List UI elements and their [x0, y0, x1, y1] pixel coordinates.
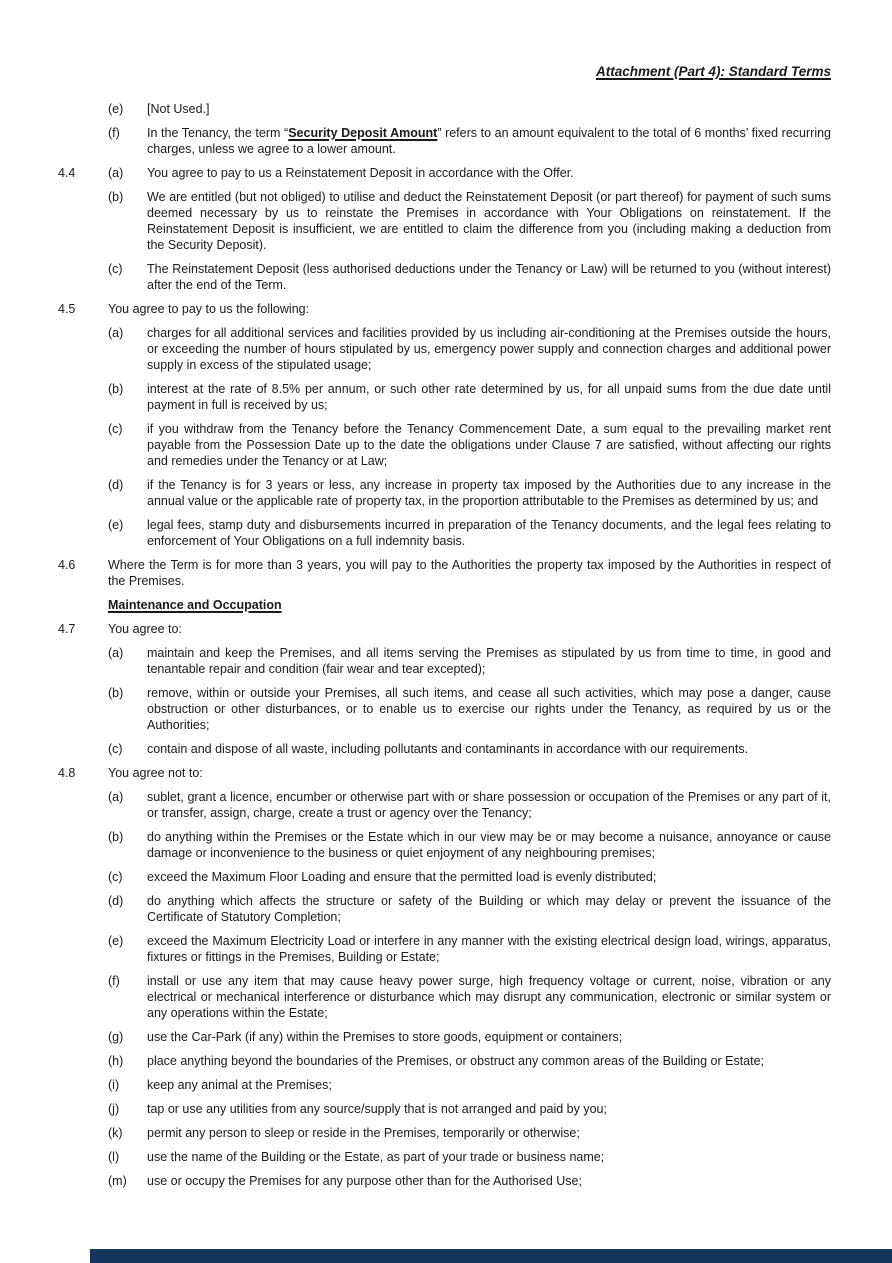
document-header [58, 64, 831, 80]
clause-letter: (f) [108, 974, 120, 988]
clause-row [58, 1077, 831, 1093]
text-segment: do anything within the Premises or the Estate which in our view may be or may become a nuisance, annoyance or cause damage or inconvenience to the business or quiet enjoyment of any neighbouring premises; [147, 830, 831, 860]
clause-row [58, 101, 831, 117]
clause-text [108, 557, 831, 589]
clause-letter: (b) [108, 190, 124, 204]
clause-row [58, 1053, 831, 1069]
clause-letter: (h) [108, 1054, 124, 1068]
clause-text [147, 125, 831, 157]
clause-row [58, 261, 831, 293]
clause-letter: (k) [108, 1126, 123, 1140]
clause-number: 4.6 [58, 558, 76, 572]
text-segment: tap or use any utilities from any source/supply that is not arranged and paid by you; [147, 1102, 607, 1116]
text-segment: You agree to pay to us a Reinstatement Deposit in accordance with the Offer. [147, 166, 574, 180]
text-segment: use the Car-Park (if any) within the Premises to store goods, equipment or containers; [147, 1030, 623, 1044]
clause-text [147, 381, 831, 413]
clause-row [58, 973, 831, 1021]
clause-letter: (d) [108, 478, 124, 492]
clause-row [58, 1173, 831, 1189]
clause-letter: (i) [108, 1078, 120, 1092]
clause-row [58, 1029, 831, 1045]
clause-number: 4.8 [58, 766, 76, 780]
text-segment: keep any animal at the Premises; [147, 1078, 332, 1092]
clause-text [147, 1173, 831, 1189]
clause-letter: (b) [108, 382, 124, 396]
clause-text [147, 789, 831, 821]
text-segment: charges for all additional services and facilities provided by us including air-conditioning at the Premises outside the hours, or exceeding the number of hours stipulated by us, emergency power supply and connection charges and additional power supply in excess of the stipulated usage; [147, 326, 831, 372]
clause-row [58, 1101, 831, 1117]
clause-text [147, 1053, 831, 1069]
text-segment: do anything which affects the structure or safety of the Building or which may delay or prevent the issuance of the Certificate of Statutory Completion; [147, 894, 831, 924]
clause-letter: (a) [108, 326, 124, 340]
clause-letter: (d) [108, 894, 124, 908]
clause-text [147, 893, 831, 925]
clause-number: 4.7 [58, 622, 76, 636]
clause-text [147, 325, 831, 373]
clause-row [58, 829, 831, 861]
clause-row [58, 477, 831, 509]
text-segment: install or use any item that may cause heavy power surge, high frequency voltage or current, noise, vibration or any electrical or mechanical interference or disturbance which may disrupt any communication, electronic or similar system or any operations within the Estate; [147, 974, 831, 1020]
clause-letter: (b) [108, 830, 124, 844]
clause-letter: (c) [108, 422, 123, 436]
text-segment: You agree not to: [108, 766, 203, 780]
text-segment: The Reinstatement Deposit (less authorised deductions under the Tenancy or Law) will be returned to you (without interest) after the end of the Term. [147, 262, 831, 292]
clause-text [147, 189, 831, 253]
defined-term: Security Deposit Amount [288, 126, 438, 140]
text-segment: ” refers to an amount equivalent to the total of 6 months’ fixed recurring charges, unless we agree to a lower amount. [147, 126, 832, 156]
text-segment: exceed the Maximum Floor Loading and ensure that the permitted load is evenly distributed; [147, 870, 657, 884]
clause-text [108, 301, 831, 317]
clause-letter: (b) [108, 686, 124, 700]
clause-text [147, 645, 831, 677]
clause-text [147, 933, 831, 965]
clause-text [147, 477, 831, 509]
text-segment: sublet, grant a licence, encumber or otherwise part with or share possession or occupation of the Premises or any part of it, or transfer, assign, charge, create a trust or agency over the Tenancy; [147, 790, 831, 820]
text-segment: In the Tenancy, the term “ [147, 126, 289, 140]
text-segment: place anything beyond the boundaries of the Premises, or obstruct any common areas of the Building or Estate; [147, 1054, 765, 1068]
clause-row [58, 325, 831, 373]
clause-row [58, 765, 831, 781]
clause-text [147, 165, 831, 181]
clause-letter: (m) [108, 1174, 127, 1188]
clause-row [58, 381, 831, 413]
clause-text [147, 829, 831, 861]
clause-letter: (j) [108, 1102, 120, 1116]
page-bottom-edge-bar [90, 1249, 892, 1263]
clause-number: 4.5 [58, 302, 76, 316]
clause-row [58, 645, 831, 677]
document-title: Attachment (Part 4): Standard Terms [595, 64, 831, 79]
clause-letter: (c) [108, 870, 123, 884]
clause-text [147, 1077, 831, 1093]
clause-row [58, 1149, 831, 1165]
clause-letter: (e) [108, 102, 124, 116]
text-segment: if the Tenancy is for 3 years or less, any increase in property tax imposed by the Authorities due to any increase in the annual value or the applicable rate of property tax, in the proportion attributable to the Premises as determined by us; and [147, 478, 831, 508]
text-segment: We are entitled (but not obliged) to utilise and deduct the Reinstatement Deposit (or part thereof) for payment of such sums deemed necessary by us to reinstate the Premises in accordance with Your Obligations on reinstatement. If the Reinstatement Deposit is insufficient, we are entitled to claim the difference from you (including making a deduction from the Security Deposit). [147, 190, 831, 252]
clause-text [147, 1101, 831, 1117]
clause-letter: (f) [108, 126, 120, 140]
clause-row [58, 189, 831, 253]
clause-letter: (g) [108, 1030, 124, 1044]
clause-row [58, 893, 831, 925]
clause-row [58, 165, 831, 181]
clause-row [58, 125, 831, 157]
clause-text [147, 421, 831, 469]
text-segment: if you withdraw from the Tenancy before the Tenancy Commencement Date, a sum equal to the prevailing market rent payable from the Possession Date up to the date the obligations under Clause 7 are satisfied, without affecting our rights and remedies under the Tenancy or at Law; [147, 422, 831, 468]
text-segment: use or occupy the Premises for any purpose other than for the Authorised Use; [147, 1174, 582, 1188]
clause-row [58, 557, 831, 589]
text-segment: exceed the Maximum Electricity Load or interfere in any manner with the existing electrical design load, wirings, apparatus, fixtures or fittings in the Premises, Building or Estate; [147, 934, 831, 964]
clause-row [58, 933, 831, 965]
clause-letter: (e) [108, 518, 124, 532]
clause-text [147, 1125, 831, 1141]
text-segment: permit any person to sleep or reside in the Premises, temporarily or otherwise; [147, 1126, 580, 1140]
clause-row [58, 421, 831, 469]
clause-row [58, 685, 831, 733]
clause-text [147, 869, 831, 885]
clause-text [147, 1029, 831, 1045]
section-heading: Maintenance and Occupation [108, 598, 282, 612]
clause-row [58, 1125, 831, 1141]
clause-row [58, 517, 831, 549]
text-segment: [Not Used.] [147, 102, 210, 116]
clause-letter: (a) [108, 646, 124, 660]
clause-letter: (c) [108, 262, 123, 276]
clause-text [147, 1149, 831, 1165]
clause-number: 4.4 [58, 166, 76, 180]
text-segment: contain and dispose of all waste, including pollutants and contaminants in accordance with our requirements. [147, 742, 749, 756]
clause-text [147, 261, 831, 293]
clause-letter: (a) [108, 166, 124, 180]
clause-row [58, 741, 831, 757]
text-segment: maintain and keep the Premises, and all items serving the Premises as stipulated by us from time to time, in good and tenantable repair and condition (fair wear and tear excepted); [147, 646, 831, 676]
clause-row [58, 869, 831, 885]
clause-text [147, 741, 831, 757]
text-segment: Where the Term is for more than 3 years, you will pay to the Authorities the property tax imposed by the Authorities in respect of the Premises. [108, 558, 831, 588]
text-segment: interest at the rate of 8.5% per annum, or such other rate determined by us, for all unpaid sums from the due date until payment in full is received by us; [147, 382, 831, 412]
clause-row [58, 621, 831, 637]
text-segment: You agree to: [108, 622, 182, 636]
text-segment: legal fees, stamp duty and disbursements incurred in preparation of the Tenancy documents, and the legal fees relating to enforcement of Your Obligations on a full indemnity basis. [147, 518, 831, 548]
clause-text [108, 765, 831, 781]
clause-text [108, 621, 831, 637]
clause-list [58, 101, 831, 1189]
clause-text [147, 685, 831, 733]
clause-row [58, 301, 831, 317]
text-segment: You agree to pay to us the following: [108, 302, 310, 316]
clause-text [147, 101, 831, 117]
clause-text [147, 973, 831, 1021]
clause-letter: (e) [108, 934, 124, 948]
clause-row [58, 789, 831, 821]
text-segment: remove, within or outside your Premises, all such items, and cease all such activities, which may pose a danger, cause obstruction or other disturbances, or to enable us to exercise our rights under the Tenancy, as required by us or the Authorities; [147, 686, 831, 732]
clause-letter: (c) [108, 742, 123, 756]
clause-letter: (a) [108, 790, 124, 804]
clause-text [147, 517, 831, 549]
clause-letter: (l) [108, 1150, 120, 1164]
section-heading-row [108, 597, 831, 613]
text-segment: use the name of the Building or the Estate, as part of your trade or business name; [147, 1150, 605, 1164]
